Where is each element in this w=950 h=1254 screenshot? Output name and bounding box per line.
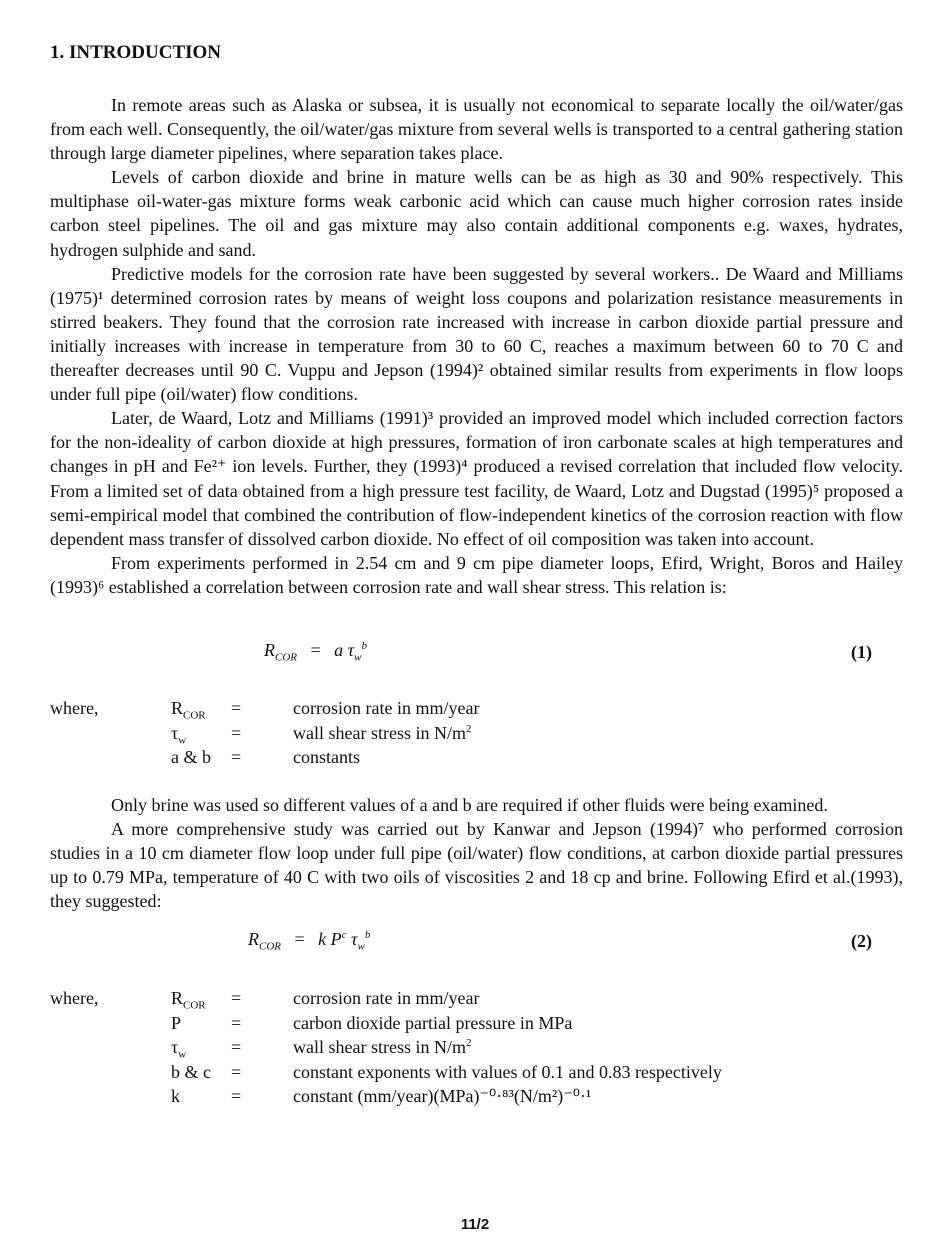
- paragraph: In remote areas such as Alaska or subsea, it is usually not economical to separate locally the oil/water/gas from each well. Consequently, the oil/water/gas mixture from several wells is transported to a central gathering station through large diameter pipelines, where separation takes place.: [50, 95, 903, 164]
- paragraph: Only brine was used so different values of a and b are required if other fluids were being examined.: [111, 795, 828, 815]
- equation-2-number: (2): [851, 931, 872, 951]
- paragraph: Predictive models for the corrosion rate have been suggested by several workers.. De Waard and Milliams (1975)¹ determined corrosion rates by means of weight loss coupons and polarization resistance measurements in stirred beakers. They found that the corrosion rate increased with increase in carbon dioxide partial pressure and initially increases with increase in temperature from 30 to 60 C, reaches a maximum between 60 to 70 C and thereafter decreases until 90 C. Vuppu and Jepson (1994)² obtained similar results from experiments in flow loops under full pipe (oil/water) flow conditions.: [50, 263, 903, 405]
- definition-row: a & b = constants: [171, 747, 360, 767]
- definition-row: $R_{COR}$ = corrosion rate in mm/year: [171, 988, 480, 1012]
- definition-row: P = carbon dioxide partial pressure in MPa: [171, 1012, 573, 1033]
- paragraph: A more comprehensive study was carried out by Kanwar and Jepson (1994)⁷ who performed corrosion studies in a 10 cm diameter flow loop under full pipe (oil/water) flow conditions, at carbon dioxide partial pressures up to 0.79 MPa, temperature of 40 C with two oils of viscosities 2 and 18 cp and brine. Following Efird et al.(1993), they suggested:: [50, 819, 903, 912]
- definition-row: k = constant (mm/year)(MPa)⁻⁰·⁸³(N/m²)⁻⁰·¹: [171, 1086, 592, 1106]
- equation-2: $R_{COR}$ = k $P^c$ $\tau_w^b$: [248, 929, 371, 953]
- where-label: where,: [50, 988, 99, 1008]
- paragraph: Later, de Waard, Lotz and Milliams (1991)³ provided an improved model which included correction factors for the non-ideality of carbon dioxide at high pressures, formation of iron carbonate scales at high temperatures and changes in pH and Fe²⁺ ion levels. Further, they (1993)⁴ produced a revised correlation that included flow velocity. From a limited set of data obtained from a high pressure test facility, de Waard, Lotz and Dugstad (1995)⁵ proposed a semi-empirical model that combined the contribution of flow-independent kinetics of the corrosion reaction with flow dependent mass transfer of dissolved carbon dioxide. No effect of oil composition was taken into account.: [50, 408, 903, 549]
- definition-row: b & c = constant exponents with values of 0.1 and 0.83 respectively: [171, 1061, 722, 1082]
- paragraph: From experiments performed in 2.54 cm and 9 cm pipe diameter loops, Efird, Wright, Boros and Hailey (1993)⁶ established a correlation between corrosion rate and wall shear stress. This relation is:: [50, 552, 903, 597]
- where-label: where,: [50, 698, 99, 718]
- equation-1-number: (1): [851, 642, 872, 662]
- page-number: 11/2: [460, 1216, 490, 1233]
- definition-row: $R_{COR}$ = corrosion rate in mm/year: [171, 698, 480, 722]
- definition-row: $\tau_w$ = wall shear stress in $N/m^2$: [171, 722, 472, 747]
- intro-paragraphs: [50, 93, 903, 599]
- definition-row: $\tau_w$ = wall shear stress in $N/m^2$: [171, 1037, 472, 1061]
- definitions-table-1: [171, 698, 479, 772]
- section-heading: 1. INTRODUCTION: [50, 42, 222, 63]
- definitions-table-2: [171, 988, 722, 1111]
- equation-1: $R_{COR}$ = a $\tau_w^b$: [264, 640, 367, 664]
- paragraph: Levels of carbon dioxide and brine in mature wells can be as high as 30 and 90% respectively. This multiphase oil-water-gas mixture forms weak carbonic acid which can cause much higher corrosion rates inside carbon steel pipelines. The oil and gas mixture may also contain additional components e.g. waxes, hydrates, hydrogen sulphide and sand.: [50, 167, 903, 260]
- followup-paragraphs: [50, 793, 903, 913]
